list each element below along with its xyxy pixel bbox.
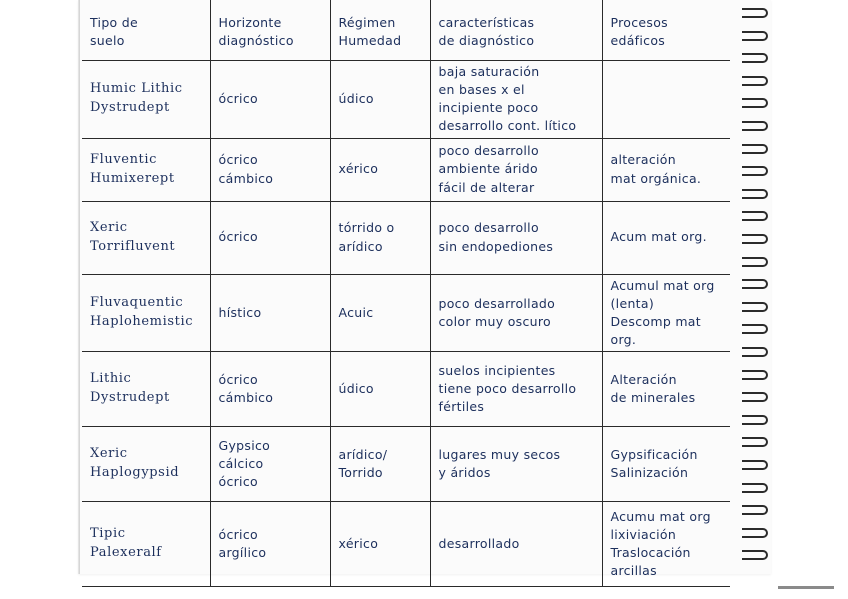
suelo-text: Haplohemistic: [90, 313, 194, 329]
spiral-ring: [742, 8, 768, 18]
cell-horizonte: [210, 201, 330, 274]
cell-caracteristicas: [430, 427, 602, 502]
cell-regimen: [330, 427, 430, 502]
horizonte-text: cálcico: [218, 455, 264, 471]
caracteristicas-text: baja saturación: [438, 64, 540, 79]
suelo-text: Fluvaquentic: [90, 294, 184, 310]
cell-horizonte: [210, 352, 330, 427]
spiral-ring: [742, 415, 768, 425]
table-row: [82, 138, 730, 201]
cell-caracteristicas: [430, 138, 602, 201]
spiral-ring: [742, 550, 768, 560]
spiral-ring: [742, 98, 768, 108]
cell-regimen: [330, 201, 430, 274]
regimen-text: Torrido: [338, 465, 383, 480]
spiral-ring: [742, 76, 768, 86]
spiral-ring: [742, 279, 768, 289]
suelo-text: Palexeralf: [90, 545, 162, 560]
suelo-text: Xeric: [90, 446, 128, 462]
caracteristicas-text: poco desarrollo: [438, 220, 539, 236]
header-caracteristicas: características de diagnóstico: [430, 0, 602, 61]
spiral-ring: [742, 528, 768, 538]
cell-regimen: [330, 352, 430, 427]
sheet-edge: [79, 0, 80, 574]
caracteristicas-text: suelos incipientes: [438, 362, 556, 378]
procesos-text: mat orgánica.: [610, 170, 702, 186]
caracteristicas-text: fértiles: [438, 399, 485, 415]
cell-procesos: [602, 352, 730, 427]
table-row: [82, 61, 730, 139]
header-regimen: Régimen Humedad: [330, 0, 430, 61]
cell-procesos: [602, 61, 730, 139]
caracteristicas-text: lugares muy secos: [438, 446, 561, 462]
spiral-ring: [742, 121, 768, 131]
cell-suelo: [82, 427, 210, 502]
procesos-text: Salinización: [610, 465, 689, 480]
table-row: [82, 201, 730, 274]
cell-caracteristicas: [430, 502, 602, 587]
procesos-text: Traslocación: [610, 545, 691, 560]
spiral-ring: [742, 392, 768, 402]
cell-regimen: [330, 502, 430, 587]
cell-suelo: [82, 201, 210, 274]
suelo-text: Dystrudept: [90, 390, 170, 405]
cell-horizonte: [210, 138, 330, 201]
suelo-text: Dystrudept: [90, 100, 170, 116]
horizonte-text: ócrico: [218, 152, 258, 168]
horizonte-text: ócrico: [218, 91, 258, 107]
cell-procesos: [602, 138, 730, 201]
header-horizonte: Horizonte diagnóstico: [210, 0, 330, 61]
spiral-ring: [742, 211, 768, 221]
cell-horizonte: [210, 61, 330, 139]
header-tipo-suelo: Tipo de suelo: [82, 0, 210, 61]
procesos-text: (lenta): [610, 295, 655, 311]
caracteristicas-text: desarrollado: [438, 535, 520, 551]
suelo-text: Tipic: [90, 526, 126, 542]
cell-regimen: [330, 61, 430, 139]
spiral-ring: [742, 324, 768, 334]
header-procesos: Procesos edáficos: [602, 0, 730, 61]
procesos-text: Acumul mat org: [610, 277, 715, 293]
spiral-ring: [742, 505, 768, 515]
caracteristicas-text: desarrollo cont. lítico: [438, 118, 577, 134]
cell-regimen: [330, 274, 430, 352]
cell-caracteristicas: [430, 352, 602, 427]
spiral-ring: [742, 53, 768, 63]
table-row: [82, 352, 730, 427]
cell-caracteristicas: [430, 274, 602, 352]
table-body: [82, 61, 730, 587]
table-row: [82, 502, 730, 587]
cell-caracteristicas: [430, 201, 602, 274]
cell-suelo: [82, 352, 210, 427]
caracteristicas-text: poco desarrollado: [438, 295, 556, 311]
caracteristicas-text: ambiente árido: [438, 161, 538, 177]
regimen-text: xérico: [338, 161, 379, 177]
horizonte-text: Gypsico: [218, 437, 271, 453]
spiral-ring: [742, 460, 768, 470]
suelo-text: Humixerept: [90, 170, 175, 186]
cell-regimen: [330, 138, 430, 201]
table-row: [82, 427, 730, 502]
suelo-text: Torrifluvent: [90, 238, 176, 254]
spiral-ring: [742, 437, 768, 447]
horizonte-text: ócrico: [218, 526, 258, 542]
footer-watermark: [778, 586, 834, 589]
regimen-text: údico: [338, 91, 374, 107]
spiral-ring: [742, 370, 768, 380]
spiral-ring: [742, 144, 768, 154]
cell-procesos: [602, 274, 730, 352]
horizonte-text: cámbico: [218, 390, 274, 405]
cell-suelo: [82, 274, 210, 352]
caracteristicas-text: incipiente poco: [438, 100, 539, 116]
spiral-ring: [742, 166, 768, 176]
procesos-text: lixiviación: [610, 526, 677, 542]
horizonte-text: cámbico: [218, 170, 274, 186]
cell-procesos: [602, 427, 730, 502]
spiral-ring: [742, 234, 768, 244]
cell-horizonte: [210, 427, 330, 502]
cell-horizonte: [210, 502, 330, 587]
procesos-text: Descomp mat: [610, 313, 701, 329]
caracteristicas-text: color muy oscuro: [438, 313, 551, 329]
header-row: [82, 0, 730, 61]
caracteristicas-text: sin endopediones: [438, 238, 554, 254]
horizonte-text: argílico: [218, 545, 267, 560]
caracteristicas-text: en bases x el: [438, 82, 525, 98]
regimen-text: Acuic: [338, 304, 374, 320]
horizonte-text: ócrico: [218, 229, 258, 245]
suelo-text: Haplogypsid: [90, 465, 180, 480]
procesos-text: Acum mat org.: [610, 229, 707, 245]
procesos-text: de minerales: [610, 390, 696, 405]
caracteristicas-text: fácil de alterar: [438, 179, 535, 195]
regimen-text: arídico: [338, 238, 383, 254]
regimen-text: tórrido o: [338, 220, 395, 236]
spiral-ring: [742, 257, 768, 267]
suelo-text: Xeric: [90, 219, 128, 235]
procesos-text: alteración: [610, 152, 676, 168]
spiral-ring: [742, 347, 768, 357]
caracteristicas-text: tiene poco desarrollo: [438, 380, 577, 396]
suelo-text: Lithic: [90, 371, 132, 387]
cell-suelo: [82, 61, 210, 139]
cell-procesos: [602, 201, 730, 274]
soil-classification-table: [82, 0, 730, 587]
cell-caracteristicas: [430, 61, 602, 139]
spiral-binding: [742, 8, 772, 568]
horizonte-text: ócrico: [218, 474, 258, 490]
spiral-ring: [742, 483, 768, 493]
table-row: [82, 274, 730, 352]
caracteristicas-text: y áridos: [438, 465, 491, 480]
spiral-ring: [742, 302, 768, 312]
suelo-text: Humic Lithic: [90, 81, 183, 97]
cell-horizonte: [210, 274, 330, 352]
regimen-text: údico: [338, 380, 374, 396]
procesos-text: org.: [610, 331, 637, 347]
caracteristicas-text: poco desarrollo: [438, 143, 539, 159]
spiral-ring: [742, 189, 768, 199]
cell-procesos: [602, 502, 730, 587]
horizonte-text: hístico: [218, 304, 262, 320]
procesos-text: arcillas: [610, 563, 657, 579]
suelo-text: Fluventic: [90, 151, 158, 167]
procesos-text: Acumu mat org: [610, 508, 711, 524]
horizonte-text: ócrico: [218, 371, 258, 387]
regimen-text: xérico: [338, 535, 379, 551]
regimen-text: arídico/: [338, 446, 388, 462]
spiral-ring: [742, 31, 768, 41]
cell-suelo: [82, 138, 210, 201]
procesos-text: Gypsificación: [610, 446, 698, 462]
cell-suelo: [82, 502, 210, 587]
procesos-text: Alteración: [610, 371, 677, 387]
